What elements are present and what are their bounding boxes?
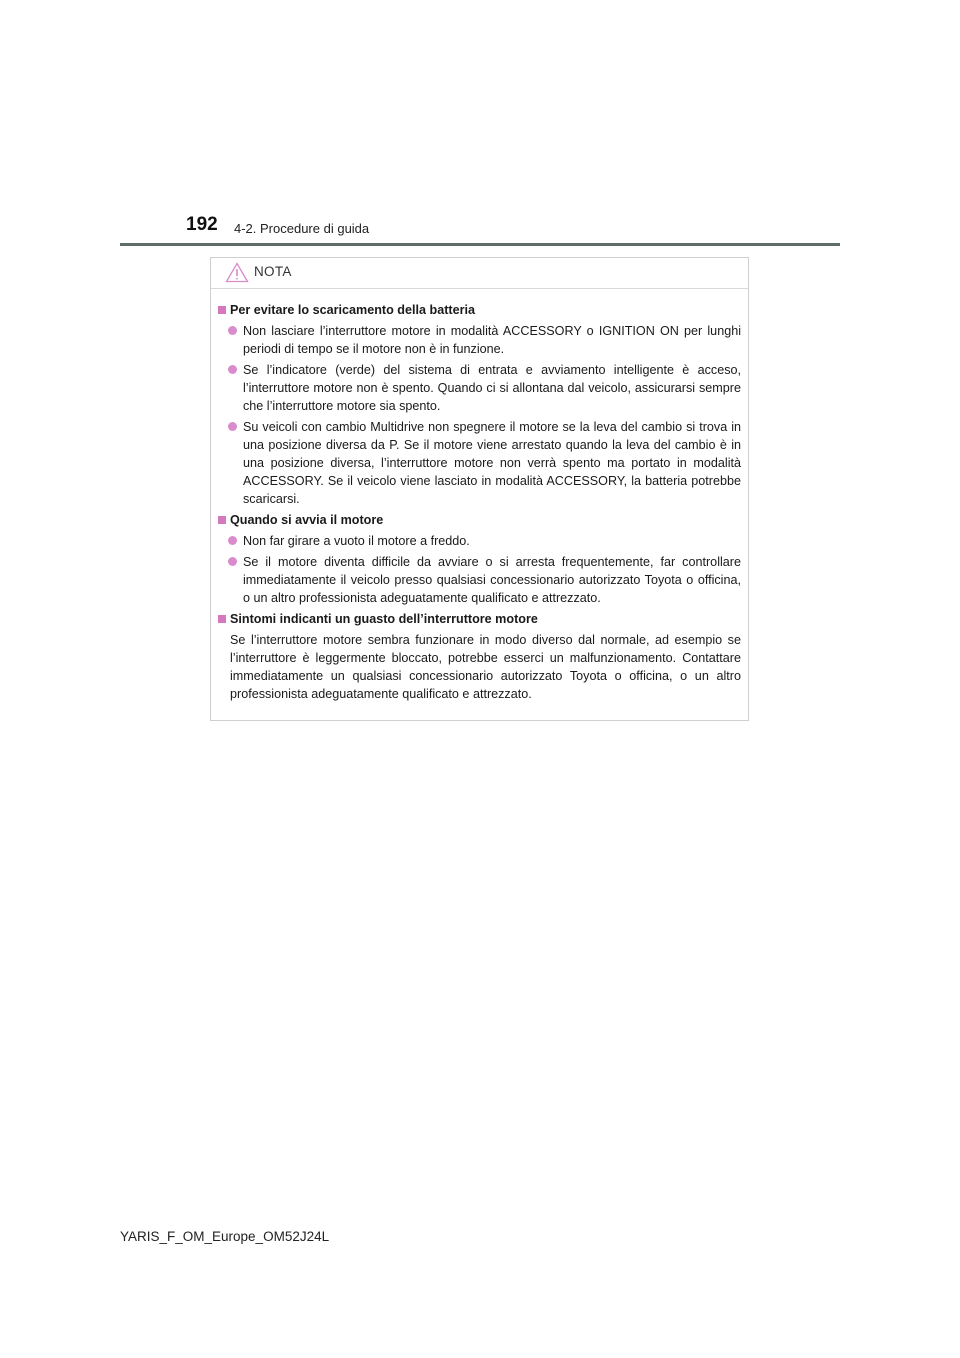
section-paragraph: Se l’interruttore motore sembra funzionare in modo diverso dal normale, ad esempio se l’interruttore è leggermente bloccato, potrebbe esserci un malfunzionamento. Contattare immediatamente un qualsiasi concessionario autorizzato Toyota o officina, o un altro professionista adeguatamente qualificato e attrezzato. [230, 633, 741, 701]
note-section [218, 511, 741, 607]
note-section [218, 301, 741, 508]
list-item-text: Se il motore diventa difficile da avviare o si arresta frequentemente, far controllare immediatamente il veicolo presso qualsiasi concessionario autorizzato Toyota o officina, o un altro professionista adeguatamente qualificato e attrezzato. [243, 555, 741, 605]
section-heading [218, 511, 741, 529]
note-box [210, 257, 749, 721]
list-item-text: Non lasciare l’interruttore motore in modalità ACCESSORY o IGNITION ON per lunghi periodi di tempo se il motore non è in funzione. [243, 324, 741, 356]
list-item [218, 418, 741, 508]
circle-bullet-icon [228, 557, 237, 566]
note-section [218, 610, 741, 703]
circle-bullet-icon [228, 422, 237, 431]
circle-bullet-icon [228, 326, 237, 335]
header-rule [120, 243, 840, 246]
circle-bullet-icon [228, 536, 237, 545]
list-item-text: Su veicoli con cambio Multidrive non spegnere il motore se la leva del cambio si trova in una posizione diversa da P. Se il motore viene arrestato quando la leva del cambio è in una posizione diversa, l’interruttore motore non verrà spento ma portato in modalità ACCESSORY. Se il veicolo viene lasciato in modalità ACCESSORY, la batteria potrebbe scaricarsi. [243, 420, 741, 506]
section-heading [218, 301, 741, 319]
note-header [211, 258, 748, 289]
footer-doc-code: YARIS_F_OM_Europe_OM52J24L [120, 1229, 330, 1244]
circle-bullet-icon [228, 365, 237, 374]
section-heading-text: Quando si avvia il motore [230, 513, 384, 527]
list-item-text: Non far girare a vuoto il motore a freddo. [243, 534, 470, 548]
square-bullet-icon [218, 615, 226, 623]
list-item [218, 553, 741, 607]
square-bullet-icon [218, 516, 226, 524]
section-heading-text: Per evitare lo scaricamento della batteria [230, 303, 475, 317]
warning-triangle-icon [225, 262, 249, 283]
note-body [211, 289, 748, 703]
section-title: 4-2. Procedure di guida [234, 221, 370, 236]
note-title: NOTA [254, 264, 292, 279]
list-item-text: Se l’indicatore (verde) del sistema di entrata e avviamento intelligente è acceso, l’interruttore motore non è spento. Quando ci si allontana dal veicolo, assicurarsi sempre che l’interruttore motore sia spento. [243, 363, 741, 413]
list-item [218, 361, 741, 415]
section-heading [218, 610, 741, 628]
page-number: 192 [186, 214, 218, 235]
section-heading-text: Sintomi indicanti un guasto dell’interruttore motore [230, 612, 538, 626]
square-bullet-icon [218, 306, 226, 314]
list-item [218, 322, 741, 358]
list-item [218, 532, 741, 550]
